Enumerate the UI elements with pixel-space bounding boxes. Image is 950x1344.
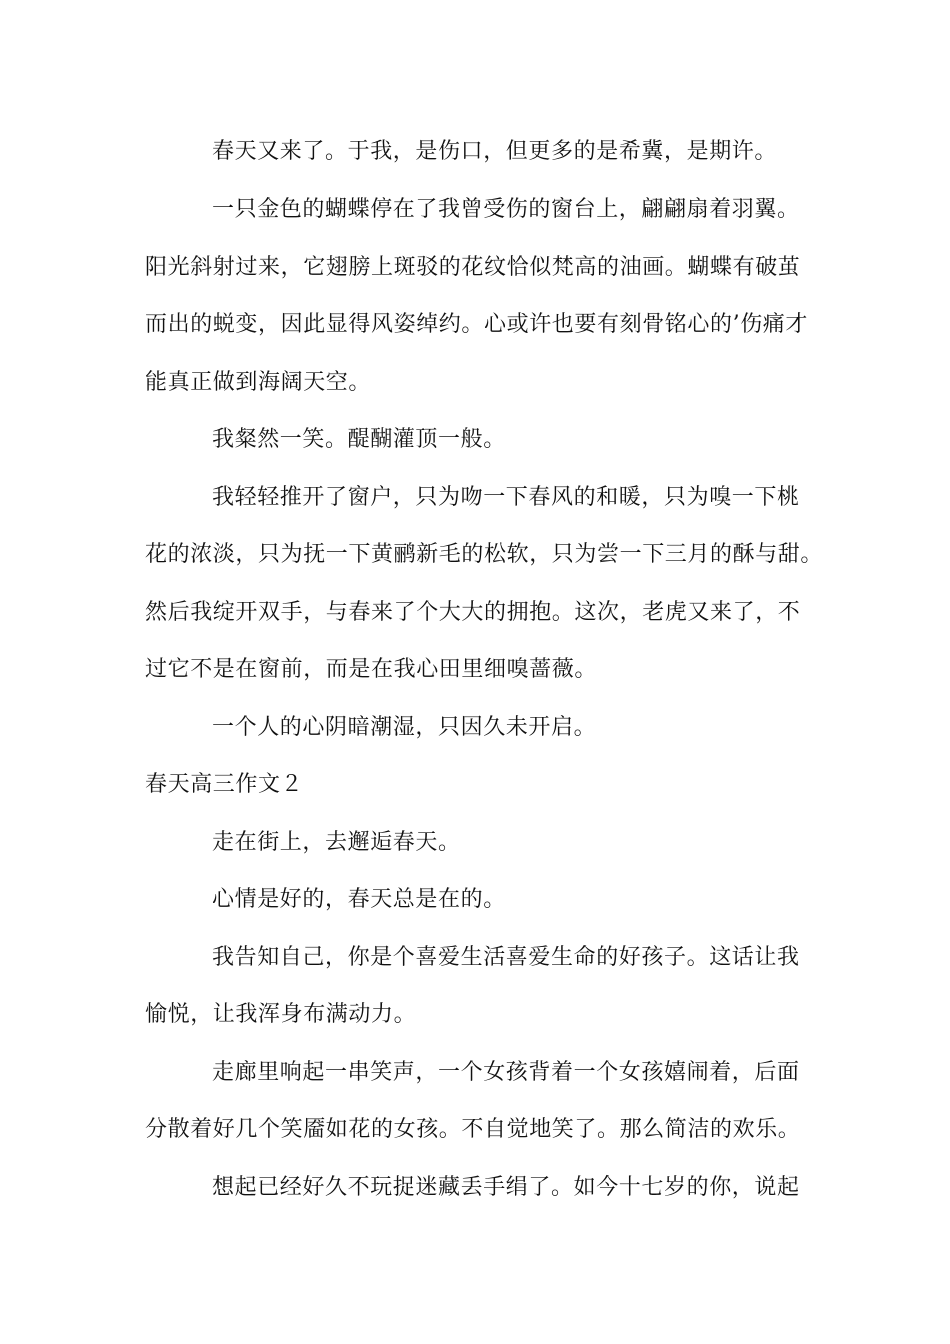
paragraph-line: 过它不是在窗前，而是在我心田里细嗅蔷薇。 [145,657,598,682]
paragraph-line: 我粲然一笑。醍醐灌顶一般。 [212,427,506,452]
paragraph-line: 愉悦，让我浑身布满动力。 [145,1002,417,1027]
paragraph-line: 春天又来了。于我，是伤口，但更多的是希冀，是期许。 [212,139,778,164]
paragraph-line: 想起已经好久不玩捉迷藏丢手绢了。如今十七岁的你，说起 [212,1175,800,1200]
paragraph-line: 我告知自己，你是个喜爱生活喜爱生命的好孩子。这话让我 [212,945,800,970]
paragraph-line: 一只金色的蝴蝶停在了我曾受伤的窗台上，翩翩扇着羽翼。 [212,197,800,222]
paragraph-line: 花的浓淡，只为抚一下黄鹂新毛的松软，只为尝一下三月的酥与甜。 [145,542,824,567]
paragraph-line: 能真正做到海阔天空。 [145,370,372,395]
paragraph-line: 分散着好几个笑靥如花的女孩。不自觉地笑了。那么简洁的欢乐。 [145,1117,801,1142]
paragraph-line: 而出的蜕变，因此显得风姿绰约。心或许也要有刻骨铭心的’伤痛才 [145,312,808,337]
paragraph-line: 阳光斜射过来，它翅膀上斑驳的花纹恰似梵高的油画。蝴蝶有破茧 [145,255,801,280]
paragraph-line: 然后我绽开双手，与春来了个大大的拥抱。这次，老虎又来了，不 [145,600,801,625]
paragraph-line: 我轻轻推开了窗户，只为吻一下春风的和暖，只为嗅一下桃 [212,485,800,510]
paragraph-line: 走在街上，去邂逅春天。 [212,830,461,855]
paragraph-line: 心情是好的，春天总是在的。 [212,887,506,912]
paragraph-line: 走廊里响起一串笑声，一个女孩背着一个女孩嬉闹着，后面 [212,1060,800,1085]
section-heading: 春天高三作文２ [145,772,304,797]
paragraph-line: 一个人的心阴暗潮湿，只因久未开启。 [212,715,597,740]
